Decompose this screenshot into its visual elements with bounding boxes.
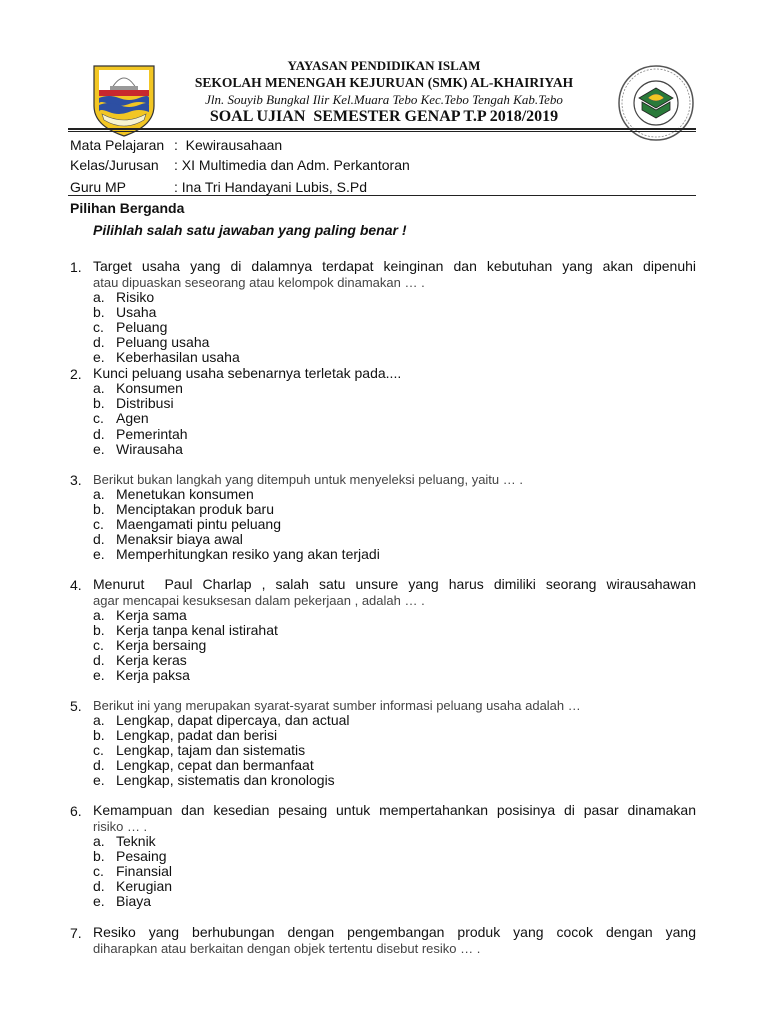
question-number: 7.: [70, 925, 82, 941]
option-e: [93, 442, 183, 457]
option-e: [93, 668, 190, 683]
option-letter: d.: [93, 652, 105, 668]
option-d: [93, 758, 314, 773]
question-number: 6.: [70, 803, 82, 819]
question-text: Target usaha yang di dalamnya terdapat keinginan dan kebutuhan yang akan dipenuhi: [93, 258, 696, 274]
option-text: Lengkap, cepat dan bermanfaat: [116, 757, 314, 773]
option-b: [93, 396, 174, 411]
option-letter: b.: [93, 848, 105, 864]
option-d: [93, 532, 243, 547]
option-c: [93, 411, 149, 426]
question-text: Resiko yang berhubungan dengan pengembangan produk yang cocok dengan yang: [93, 924, 696, 940]
option-text: Biaya: [116, 893, 152, 909]
option-text: Lengkap, sistematis dan kronologis: [116, 772, 335, 788]
option-letter: d.: [93, 757, 105, 773]
question-text-cont: atau dipuaskan seseorang atau kelompok dinamakan … .: [93, 275, 425, 290]
school-address: Jln. Souyib Bungkal Ilir Kel.Muara Tebo Kec.Tebo Tengah Kab.Tebo: [205, 92, 563, 107]
header-divider-thin: [68, 131, 696, 132]
class-value: : XI Multimedia dan Adm. Perkantoran: [174, 157, 410, 173]
question-number: 1.: [70, 259, 82, 275]
option-text: Kerugian: [116, 878, 173, 894]
option-b: [93, 623, 278, 638]
option-c: [93, 320, 167, 335]
option-text: Menaksir biaya awal: [116, 531, 243, 547]
option-letter: a.: [93, 712, 105, 728]
option-text: Lengkap, dapat dipercaya, dan actual: [116, 712, 350, 728]
option-letter: c.: [93, 637, 104, 653]
option-letter: e.: [93, 893, 105, 909]
section-title: Pilihan Berganda: [70, 200, 185, 216]
option-a: [93, 608, 187, 623]
exam-title: SOAL UJIAN SEMESTER GENAP T.P 2018/2019: [209, 108, 559, 125]
option-letter: a.: [93, 833, 105, 849]
option-e: [93, 547, 380, 562]
option-letter: b.: [93, 304, 105, 320]
option-letter: a.: [93, 486, 105, 502]
option-text: Pesaing: [116, 848, 167, 864]
option-text: Konsumen: [116, 380, 183, 396]
option-letter: c.: [93, 742, 104, 758]
class-label: Kelas/Jurusan: [70, 157, 159, 173]
option-letter: b.: [93, 501, 105, 517]
subject-value: : Kewirausahaan: [174, 137, 283, 153]
option-b: [93, 305, 156, 320]
option-letter: c.: [93, 516, 104, 532]
question-text: Berikut ini yang merupakan syarat-syarat sumber informasi peluang usaha adalah …: [93, 698, 581, 713]
option-text: Kerja keras: [116, 652, 187, 668]
option-letter: d.: [93, 531, 105, 547]
question-text: Kunci peluang usaha sebenarnya terletak pada....: [93, 365, 402, 381]
option-text: Peluang usaha: [116, 334, 210, 350]
option-text: Keberhasilan usaha: [116, 349, 240, 365]
option-text: Maengamati pintu peluang: [116, 516, 282, 532]
option-letter: d.: [93, 426, 105, 442]
option-letter: c.: [93, 863, 104, 879]
option-text: Kerja bersaing: [116, 637, 207, 653]
option-text: Pemerintah: [116, 426, 188, 442]
option-text: Memperhitungkan resiko yang akan terjadi: [116, 546, 380, 562]
subject-label: Mata Pelajaran: [70, 137, 165, 153]
option-letter: b.: [93, 622, 105, 638]
option-text: Kerja sama: [116, 607, 187, 623]
option-letter: d.: [93, 334, 105, 350]
option-b: [93, 502, 274, 517]
option-letter: e.: [93, 667, 105, 683]
option-c: [93, 864, 172, 879]
option-letter: e.: [93, 349, 105, 365]
option-text: Menetukan konsumen: [116, 486, 254, 502]
option-text: Risiko: [116, 289, 155, 305]
option-text: Lengkap, padat dan berisi: [116, 727, 278, 743]
option-letter: b.: [93, 395, 105, 411]
question-number: 2.: [70, 366, 82, 382]
option-letter: a.: [93, 607, 105, 623]
option-text: Peluang: [116, 319, 168, 335]
question-text-cont: agar mencapai kesuksesan dalam pekerjaan , adalah … .: [93, 593, 425, 608]
option-b: [93, 849, 167, 864]
question-text: Kemampuan dan kesedian pesaing untuk mempertahankan posisinya di pasar dinamakan: [93, 802, 696, 818]
option-letter: a.: [93, 289, 105, 305]
info-divider: [68, 195, 696, 196]
question-number: 3.: [70, 472, 82, 488]
teacher-label: Guru MP: [70, 179, 127, 195]
option-c: [93, 517, 281, 532]
option-d: [93, 879, 172, 894]
option-letter: e.: [93, 546, 105, 562]
option-letter: e.: [93, 441, 105, 457]
header-divider-thick: [68, 128, 696, 130]
section-instruction: Pilihlah salah satu jawaban yang paling benar !: [93, 222, 407, 238]
option-c: [93, 743, 305, 758]
option-e: [93, 894, 151, 909]
option-e: [93, 350, 240, 365]
option-text: Kerja paksa: [116, 667, 190, 683]
question-text-cont: risiko … .: [93, 819, 148, 834]
option-text: Wirausaha: [116, 441, 183, 457]
option-a: [93, 381, 183, 396]
question-text: Berikut bukan langkah yang ditempuh untuk menyeleksi peluang, yaitu … .: [93, 472, 523, 487]
option-d: [93, 427, 188, 442]
option-letter: c.: [93, 319, 104, 335]
option-a: [93, 290, 154, 305]
option-letter: d.: [93, 878, 105, 894]
question-text-cont: diharapkan atau berkaitan dengan objek tertentu disebut resiko … .: [93, 941, 481, 956]
question-text: Menurut Paul Charlap , salah satu unsure yang harus dimiliki seorang wirausahawan: [93, 576, 696, 592]
option-letter: c.: [93, 410, 104, 426]
teacher-value: : Ina Tri Handayani Lubis, S.Pd: [174, 179, 367, 195]
option-d: [93, 653, 187, 668]
option-letter: a.: [93, 380, 105, 396]
question-number: 4.: [70, 577, 82, 593]
option-a: [93, 487, 254, 502]
option-text: Teknik: [116, 833, 156, 849]
option-text: Agen: [116, 410, 149, 426]
option-text: Lengkap, tajam dan sistematis: [116, 742, 306, 758]
option-a: [93, 834, 156, 849]
option-text: Distribusi: [116, 395, 174, 411]
option-e: [93, 773, 335, 788]
option-letter: b.: [93, 727, 105, 743]
question-number: 5.: [70, 698, 82, 714]
option-text: Usaha: [116, 304, 157, 320]
option-a: [93, 713, 350, 728]
option-text: Menciptakan produk baru: [116, 501, 274, 517]
option-text: Finansial: [116, 863, 173, 879]
option-b: [93, 728, 277, 743]
option-text: Kerja tanpa kenal istirahat: [116, 622, 278, 638]
school-name: SEKOLAH MENENGAH KEJURUAN (SMK) AL-KHAIRIYAH: [194, 75, 574, 90]
option-d: [93, 335, 209, 350]
foundation-name: YAYASAN PENDIDIKAN ISLAM: [287, 58, 481, 73]
option-letter: e.: [93, 772, 105, 788]
option-c: [93, 638, 206, 653]
